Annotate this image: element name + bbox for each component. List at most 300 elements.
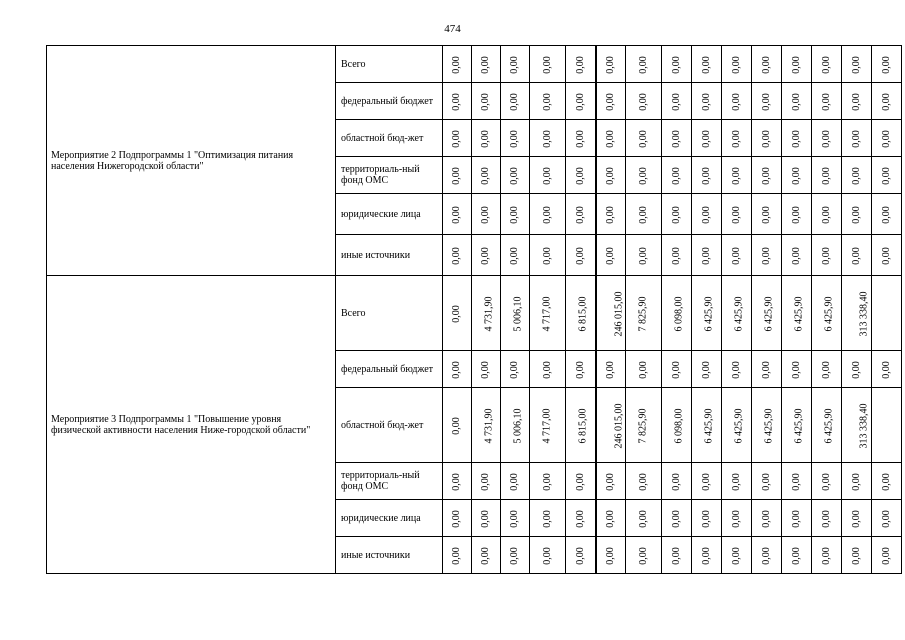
value-cell bbox=[501, 351, 530, 388]
value-cell bbox=[626, 388, 662, 463]
value-text: 0,00 bbox=[670, 129, 682, 148]
value-text: 0,00 bbox=[509, 360, 520, 379]
value-cell bbox=[530, 235, 566, 276]
value-text: 0,00 bbox=[451, 205, 462, 224]
value-text: 0,00 bbox=[820, 472, 832, 491]
value-text: 5 006,10 bbox=[512, 296, 524, 331]
funding-source: областной бюд-жет bbox=[336, 388, 443, 463]
value-cell bbox=[812, 276, 842, 351]
value-text: 0,00 bbox=[637, 205, 649, 224]
value-cell bbox=[782, 388, 812, 463]
value-cell bbox=[842, 83, 872, 120]
value-cell bbox=[530, 537, 566, 574]
value-cell bbox=[782, 46, 812, 83]
value-cell bbox=[812, 235, 842, 276]
value-text: 0,00 bbox=[730, 92, 742, 111]
value-cell bbox=[692, 351, 722, 388]
value-cell bbox=[752, 235, 782, 276]
value-cell bbox=[722, 388, 752, 463]
value-text: 0,00 bbox=[451, 55, 462, 74]
value-cell bbox=[501, 46, 530, 83]
value-text: 0,00 bbox=[480, 472, 491, 491]
value-cell bbox=[596, 120, 626, 157]
value-cell bbox=[752, 463, 782, 500]
value-text: 313 338,40 bbox=[858, 291, 870, 336]
value-text: 0,00 bbox=[760, 205, 772, 224]
value-cell bbox=[662, 83, 692, 120]
value-cell bbox=[662, 500, 692, 537]
value-cell bbox=[596, 351, 626, 388]
value-cell bbox=[872, 537, 902, 574]
value-cell bbox=[530, 120, 566, 157]
value-cell bbox=[626, 194, 662, 235]
value-text: 0,00 bbox=[637, 129, 649, 148]
value-text: 6 425,90 bbox=[733, 408, 745, 443]
value-cell bbox=[596, 46, 626, 83]
funding-source: федеральный бюджет bbox=[336, 351, 443, 388]
value-text: 6 425,90 bbox=[823, 408, 835, 443]
value-text: 0,00 bbox=[730, 472, 742, 491]
value-text: 0,00 bbox=[509, 55, 520, 74]
value-text: 0,00 bbox=[604, 246, 616, 265]
value-cell bbox=[566, 500, 596, 537]
value-cell bbox=[872, 83, 902, 120]
value-text: 0,00 bbox=[850, 472, 862, 491]
value-text: 0,00 bbox=[574, 472, 586, 491]
value-text: 0,00 bbox=[451, 360, 462, 379]
value-cell bbox=[812, 157, 842, 194]
value-cell bbox=[443, 351, 472, 388]
value-cell bbox=[752, 83, 782, 120]
value-cell bbox=[692, 388, 722, 463]
value-text: 0,00 bbox=[880, 472, 892, 491]
value-text: 0,00 bbox=[574, 205, 586, 224]
value-cell bbox=[842, 194, 872, 235]
value-cell bbox=[812, 83, 842, 120]
value-cell bbox=[501, 194, 530, 235]
value-text: 6 425,90 bbox=[823, 296, 835, 331]
value-text: 6 425,90 bbox=[703, 408, 715, 443]
value-cell bbox=[566, 120, 596, 157]
value-cell bbox=[443, 194, 472, 235]
value-text: 0,00 bbox=[574, 92, 586, 111]
value-cell bbox=[692, 83, 722, 120]
value-cell bbox=[752, 351, 782, 388]
value-text: 0,00 bbox=[670, 166, 682, 185]
measure-title: Мероприятие 2 Подпрограммы 1 "Оптимизация питания населения Нижегородской области" bbox=[47, 46, 336, 276]
value-cell bbox=[722, 235, 752, 276]
value-text: 0,00 bbox=[850, 246, 862, 265]
funding-table bbox=[46, 45, 902, 574]
value-cell bbox=[722, 500, 752, 537]
value-cell bbox=[872, 388, 902, 463]
value-text: 0,00 bbox=[820, 55, 832, 74]
value-cell bbox=[872, 500, 902, 537]
value-cell bbox=[596, 500, 626, 537]
value-cell bbox=[872, 463, 902, 500]
value-cell bbox=[530, 157, 566, 194]
value-text: 0,00 bbox=[730, 360, 742, 379]
value-cell bbox=[472, 463, 501, 500]
value-text: 0,00 bbox=[760, 55, 772, 74]
value-cell bbox=[752, 388, 782, 463]
value-cell bbox=[626, 120, 662, 157]
value-cell bbox=[596, 276, 626, 351]
value-cell bbox=[872, 351, 902, 388]
value-text: 0,00 bbox=[480, 92, 491, 111]
value-cell bbox=[472, 83, 501, 120]
value-text: 0,00 bbox=[850, 205, 862, 224]
value-cell bbox=[472, 194, 501, 235]
value-text: 0,00 bbox=[670, 55, 682, 74]
value-cell bbox=[596, 388, 626, 463]
value-text: 0,00 bbox=[880, 546, 892, 565]
value-cell bbox=[812, 388, 842, 463]
value-cell bbox=[662, 120, 692, 157]
value-text: 0,00 bbox=[541, 546, 553, 565]
value-text: 0,00 bbox=[760, 166, 772, 185]
value-cell bbox=[752, 276, 782, 351]
value-text: 0,00 bbox=[574, 55, 586, 74]
value-cell bbox=[596, 157, 626, 194]
value-cell bbox=[530, 83, 566, 120]
value-cell bbox=[626, 463, 662, 500]
value-text: 0,00 bbox=[700, 546, 712, 565]
value-text: 0,00 bbox=[760, 360, 772, 379]
value-cell bbox=[842, 120, 872, 157]
value-cell bbox=[872, 46, 902, 83]
value-cell bbox=[596, 537, 626, 574]
value-cell bbox=[443, 537, 472, 574]
value-text: 4 717,00 bbox=[541, 408, 553, 443]
value-text: 0,00 bbox=[790, 92, 802, 111]
value-cell bbox=[722, 351, 752, 388]
value-cell bbox=[782, 235, 812, 276]
value-cell bbox=[692, 46, 722, 83]
table-row bbox=[47, 46, 902, 83]
value-cell bbox=[662, 46, 692, 83]
value-cell bbox=[566, 388, 596, 463]
value-text: 0,00 bbox=[637, 360, 649, 379]
value-cell bbox=[812, 463, 842, 500]
value-text: 0,00 bbox=[451, 416, 462, 435]
value-text: 0,00 bbox=[670, 546, 682, 565]
value-cell bbox=[812, 194, 842, 235]
value-cell bbox=[443, 46, 472, 83]
value-text: 0,00 bbox=[880, 509, 892, 528]
value-cell bbox=[626, 46, 662, 83]
value-cell bbox=[472, 351, 501, 388]
value-cell bbox=[842, 276, 872, 351]
value-text: 0,00 bbox=[509, 509, 520, 528]
value-text: 0,00 bbox=[541, 166, 553, 185]
value-text: 0,00 bbox=[670, 246, 682, 265]
value-text: 0,00 bbox=[604, 129, 616, 148]
value-text: 246 015,00 bbox=[613, 291, 624, 336]
value-cell bbox=[530, 351, 566, 388]
value-text: 6 815,00 bbox=[577, 296, 589, 331]
value-text: 0,00 bbox=[820, 546, 832, 565]
value-text: 0,00 bbox=[730, 509, 742, 528]
value-cell bbox=[692, 537, 722, 574]
value-text: 0,00 bbox=[451, 304, 462, 323]
value-cell bbox=[782, 276, 812, 351]
value-text: 0,00 bbox=[509, 246, 520, 265]
value-cell bbox=[662, 351, 692, 388]
value-text: 6 425,90 bbox=[703, 296, 715, 331]
value-cell bbox=[501, 500, 530, 537]
funding-source: федеральный бюджет bbox=[336, 83, 443, 120]
funding-source: территориаль-ный фонд ОМС bbox=[336, 463, 443, 500]
value-text: 0,00 bbox=[509, 205, 520, 224]
value-text: 0,00 bbox=[850, 546, 862, 565]
value-text: 0,00 bbox=[451, 472, 462, 491]
value-text: 6 098,00 bbox=[673, 408, 685, 443]
value-cell bbox=[752, 46, 782, 83]
value-text: 0,00 bbox=[760, 129, 772, 148]
value-cell bbox=[530, 46, 566, 83]
value-cell bbox=[472, 46, 501, 83]
value-text: 0,00 bbox=[574, 360, 586, 379]
funding-source: Всего bbox=[336, 46, 443, 83]
value-cell bbox=[501, 157, 530, 194]
value-cell bbox=[501, 276, 530, 351]
value-text: 6 815,00 bbox=[577, 408, 589, 443]
value-text: 0,00 bbox=[451, 92, 462, 111]
value-cell bbox=[662, 537, 692, 574]
value-text: 0,00 bbox=[730, 55, 742, 74]
value-cell bbox=[596, 83, 626, 120]
value-text: 0,00 bbox=[451, 546, 462, 565]
value-cell bbox=[662, 235, 692, 276]
value-cell bbox=[842, 388, 872, 463]
value-cell bbox=[566, 537, 596, 574]
value-cell bbox=[872, 235, 902, 276]
funding-source: юридические лица bbox=[336, 500, 443, 537]
value-text: 0,00 bbox=[730, 166, 742, 185]
value-text: 0,00 bbox=[700, 55, 712, 74]
value-text: 0,00 bbox=[574, 546, 586, 565]
value-text: 0,00 bbox=[574, 509, 586, 528]
value-text: 0,00 bbox=[509, 546, 520, 565]
value-text: 0,00 bbox=[880, 129, 892, 148]
value-cell bbox=[626, 157, 662, 194]
value-cell bbox=[812, 351, 842, 388]
value-cell bbox=[692, 120, 722, 157]
value-text: 0,00 bbox=[541, 92, 553, 111]
value-cell bbox=[566, 276, 596, 351]
value-cell bbox=[443, 500, 472, 537]
value-text: 0,00 bbox=[637, 166, 649, 185]
value-cell bbox=[842, 235, 872, 276]
value-text: 0,00 bbox=[820, 360, 832, 379]
value-cell bbox=[782, 83, 812, 120]
value-text: 0,00 bbox=[760, 509, 772, 528]
value-cell bbox=[722, 276, 752, 351]
value-text: 0,00 bbox=[604, 166, 616, 185]
value-cell bbox=[722, 194, 752, 235]
value-cell bbox=[692, 235, 722, 276]
value-text: 0,00 bbox=[820, 205, 832, 224]
value-cell bbox=[626, 83, 662, 120]
value-text: 0,00 bbox=[451, 129, 462, 148]
value-text: 0,00 bbox=[730, 205, 742, 224]
value-cell bbox=[692, 194, 722, 235]
value-text: 0,00 bbox=[700, 166, 712, 185]
value-text: 0,00 bbox=[670, 509, 682, 528]
value-cell bbox=[596, 194, 626, 235]
value-text: 0,00 bbox=[574, 246, 586, 265]
value-cell bbox=[626, 537, 662, 574]
value-text: 0,00 bbox=[700, 360, 712, 379]
value-text: 0,00 bbox=[541, 205, 553, 224]
value-cell bbox=[872, 120, 902, 157]
value-cell bbox=[872, 157, 902, 194]
value-text: 0,00 bbox=[880, 166, 892, 185]
value-text: 0,00 bbox=[541, 246, 553, 265]
value-cell bbox=[722, 463, 752, 500]
value-text: 0,00 bbox=[480, 546, 491, 565]
value-text: 0,00 bbox=[480, 205, 491, 224]
value-cell bbox=[752, 194, 782, 235]
value-cell bbox=[566, 235, 596, 276]
value-cell bbox=[842, 500, 872, 537]
value-text: 0,00 bbox=[790, 205, 802, 224]
value-cell bbox=[812, 537, 842, 574]
value-text: 0,00 bbox=[760, 246, 772, 265]
value-cell bbox=[782, 194, 812, 235]
value-cell bbox=[872, 194, 902, 235]
value-cell bbox=[752, 120, 782, 157]
value-text: 0,00 bbox=[730, 246, 742, 265]
value-text: 6 425,90 bbox=[793, 408, 805, 443]
value-text: 0,00 bbox=[790, 472, 802, 491]
value-text: 0,00 bbox=[820, 92, 832, 111]
value-text: 0,00 bbox=[480, 166, 491, 185]
value-text: 0,00 bbox=[850, 55, 862, 74]
value-text: 0,00 bbox=[850, 360, 862, 379]
value-cell bbox=[530, 388, 566, 463]
value-text: 7 825,90 bbox=[637, 408, 649, 443]
value-text: 0,00 bbox=[637, 472, 649, 491]
value-cell bbox=[443, 463, 472, 500]
value-cell bbox=[722, 83, 752, 120]
value-cell bbox=[501, 388, 530, 463]
value-text: 0,00 bbox=[880, 55, 892, 74]
value-text: 0,00 bbox=[700, 246, 712, 265]
value-text: 0,00 bbox=[604, 360, 616, 379]
value-cell bbox=[842, 351, 872, 388]
value-cell bbox=[782, 351, 812, 388]
value-text: 0,00 bbox=[451, 509, 462, 528]
value-cell bbox=[782, 500, 812, 537]
funding-source: иные источники bbox=[336, 537, 443, 574]
value-cell bbox=[662, 157, 692, 194]
value-cell bbox=[662, 388, 692, 463]
value-text: 0,00 bbox=[670, 92, 682, 111]
value-cell bbox=[472, 120, 501, 157]
value-text: 6 098,00 bbox=[673, 296, 685, 331]
value-cell bbox=[692, 463, 722, 500]
funding-source: иные источники bbox=[336, 235, 443, 276]
value-text: 0,00 bbox=[541, 360, 553, 379]
funding-source: Всего bbox=[336, 276, 443, 351]
value-cell bbox=[842, 537, 872, 574]
funding-source: юридические лица bbox=[336, 194, 443, 235]
value-text: 313 338,40 bbox=[858, 403, 870, 448]
value-cell bbox=[662, 463, 692, 500]
value-cell bbox=[472, 500, 501, 537]
value-cell bbox=[443, 276, 472, 351]
value-text: 0,00 bbox=[880, 92, 892, 111]
value-text: 0,00 bbox=[574, 129, 586, 148]
value-text: 0,00 bbox=[637, 546, 649, 565]
value-text: 0,00 bbox=[700, 205, 712, 224]
value-text: 0,00 bbox=[850, 92, 862, 111]
value-text: 0,00 bbox=[541, 472, 553, 491]
value-cell bbox=[722, 537, 752, 574]
value-text: 0,00 bbox=[637, 246, 649, 265]
value-text: 5 006,10 bbox=[512, 408, 524, 443]
value-text: 0,00 bbox=[790, 55, 802, 74]
value-text: 0,00 bbox=[760, 92, 772, 111]
value-cell bbox=[842, 157, 872, 194]
value-cell bbox=[530, 500, 566, 537]
value-text: 4 731,90 bbox=[483, 408, 495, 443]
value-cell bbox=[782, 463, 812, 500]
value-text: 0,00 bbox=[480, 360, 491, 379]
value-cell bbox=[472, 235, 501, 276]
value-text: 0,00 bbox=[604, 472, 616, 491]
funding-source: областной бюд-жет bbox=[336, 120, 443, 157]
value-cell bbox=[842, 463, 872, 500]
value-text: 0,00 bbox=[604, 92, 616, 111]
value-cell bbox=[530, 194, 566, 235]
value-text: 0,00 bbox=[509, 472, 520, 491]
value-cell bbox=[812, 120, 842, 157]
value-text: 0,00 bbox=[604, 205, 616, 224]
value-text: 0,00 bbox=[670, 360, 682, 379]
value-cell bbox=[566, 351, 596, 388]
value-text: 4 731,90 bbox=[483, 296, 495, 331]
value-cell bbox=[566, 463, 596, 500]
value-text: 0,00 bbox=[850, 166, 862, 185]
value-text: 0,00 bbox=[790, 360, 802, 379]
value-cell bbox=[566, 83, 596, 120]
value-text: 0,00 bbox=[480, 55, 491, 74]
value-text: 0,00 bbox=[700, 509, 712, 528]
value-cell bbox=[596, 463, 626, 500]
value-text: 6 425,90 bbox=[793, 296, 805, 331]
value-text: 0,00 bbox=[700, 92, 712, 111]
value-text: 0,00 bbox=[790, 129, 802, 148]
value-cell bbox=[752, 157, 782, 194]
value-text: 0,00 bbox=[820, 509, 832, 528]
value-text: 0,00 bbox=[541, 509, 553, 528]
value-cell bbox=[782, 537, 812, 574]
value-text: 0,00 bbox=[880, 360, 892, 379]
value-text: 7 825,90 bbox=[637, 296, 649, 331]
value-cell bbox=[872, 276, 902, 351]
value-cell bbox=[596, 235, 626, 276]
value-text: 0,00 bbox=[670, 205, 682, 224]
value-text: 0,00 bbox=[480, 246, 491, 265]
value-cell bbox=[692, 276, 722, 351]
value-text: 0,00 bbox=[880, 205, 892, 224]
value-cell bbox=[812, 500, 842, 537]
value-cell bbox=[626, 351, 662, 388]
value-cell bbox=[842, 46, 872, 83]
